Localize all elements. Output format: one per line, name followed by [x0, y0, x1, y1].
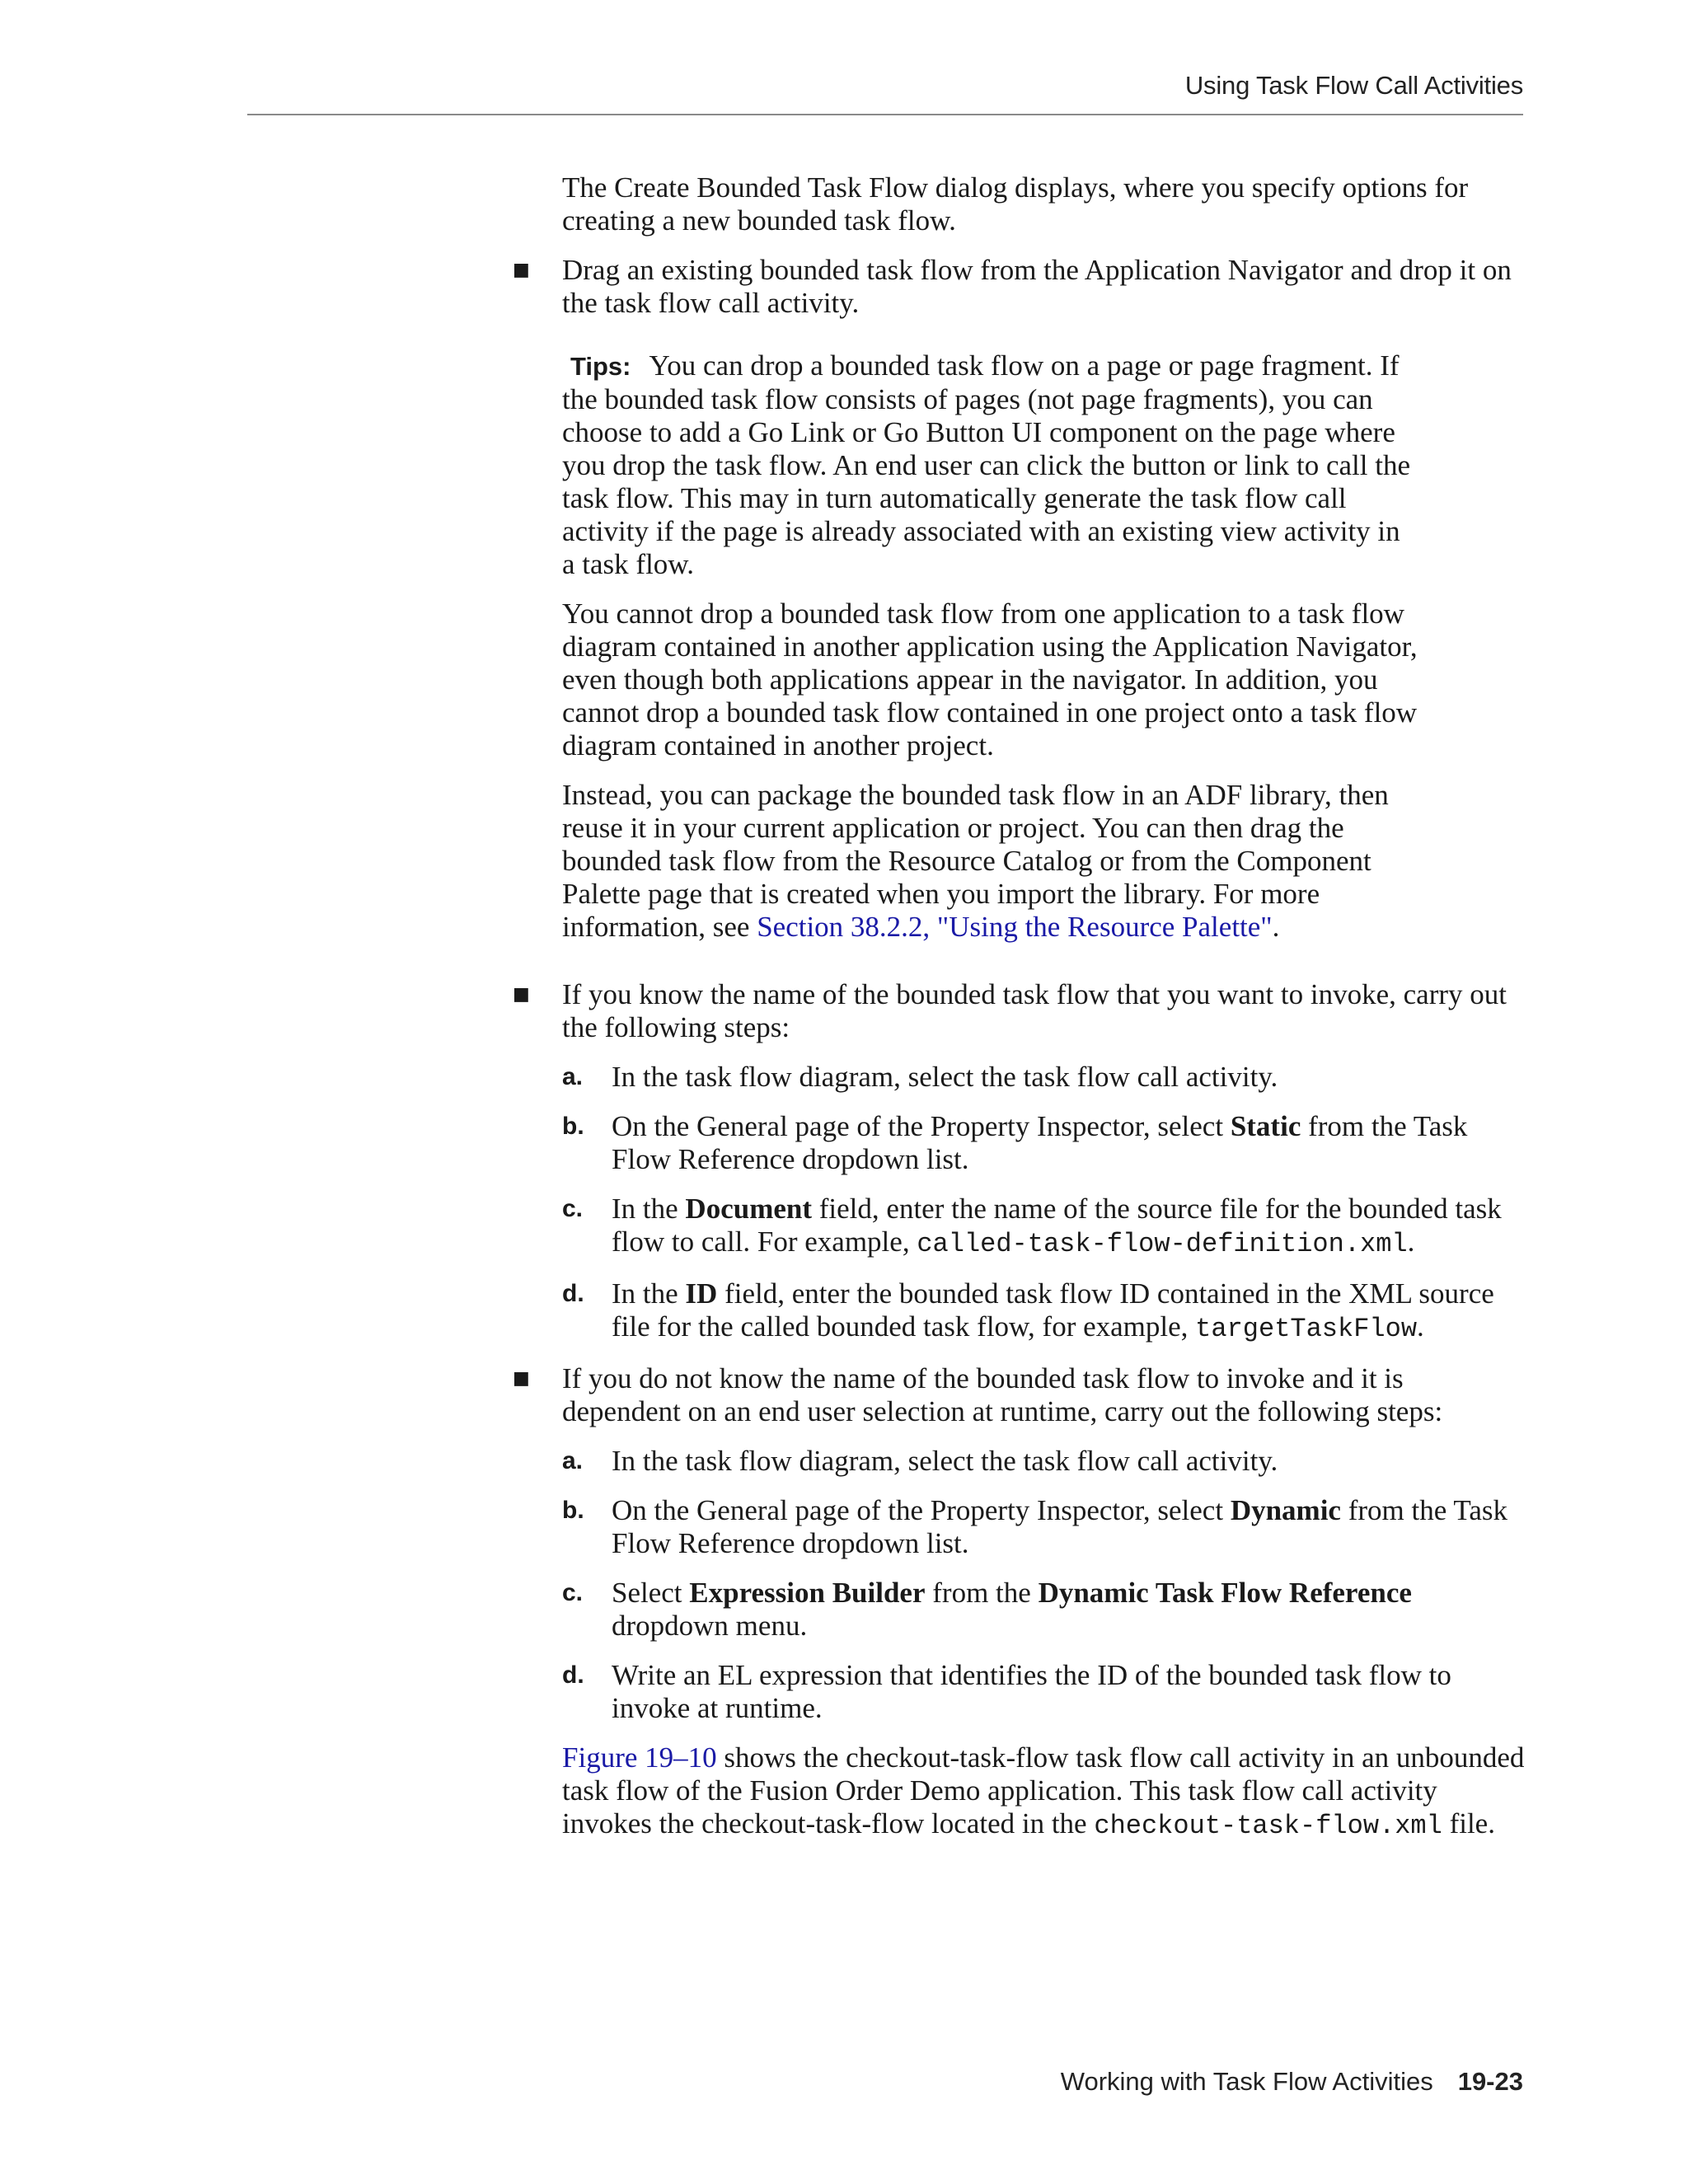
step-letter: b. — [562, 1497, 584, 1524]
step-letter: c. — [562, 1579, 584, 1606]
step-text: On the General page of the Property Inspector, select Dynamic from the Task Flow Reference dropdown list. — [612, 1494, 1507, 1559]
tips-label: Tips: — [570, 352, 631, 381]
step-letter: d. — [562, 1280, 584, 1307]
static-step-c — [562, 1193, 1526, 1261]
bullet-static-intro: If you know the name of the bounded task flow that you want to invoke, carry out the following steps: — [562, 978, 1507, 1043]
step-text: In the task flow diagram, select the task flow call activity. — [612, 1445, 1278, 1477]
dynamic-reference-label: Dynamic Task Flow Reference — [1038, 1577, 1412, 1609]
step-text: In the task flow diagram, select the task flow call activity. — [612, 1061, 1278, 1093]
figure-paragraph: Figure 19–10 shows the checkout-task-flow task flow call activity in an unbounded task flow of the Fusion Order Demo application. This task flow call activity invokes the checkout-task-flow located in the checkout-task-flow.xml file. — [562, 1741, 1525, 1841]
expression-builder-label: Expression Builder — [689, 1577, 926, 1609]
step-letter: a. — [562, 1063, 584, 1090]
bullet-marker: ■ — [513, 260, 530, 280]
tips-text-3: Instead, you can package the bounded task flow in an ADF library, then reuse it in your current application or project. You can then drag the bounded task flow from the Resource Catalog or from the Component Palette page that is created when you import the library. For more information, see — [562, 779, 1389, 943]
step-text: In the Document field, enter the name of the source file for the bounded task flow to call. For example, called-task-flow-definition.xml. — [612, 1193, 1502, 1259]
tips-text-3-end: . — [1272, 911, 1280, 943]
document-field-label: Document — [685, 1193, 813, 1225]
bullet-marker: ■ — [513, 984, 530, 1005]
bullet-drag-text: Drag an existing bounded task flow from the Application Navigator and drop it on the task flow call activity. — [562, 254, 1512, 319]
page-number: 19-23 — [1457, 2067, 1523, 2096]
page-footer — [1061, 2067, 1523, 2097]
tips-paragraph-3 — [562, 779, 1419, 944]
dynamic-step-d — [562, 1659, 1526, 1725]
code-filename: checkout-task-flow.xml — [1094, 1811, 1442, 1841]
footer-chapter: Working with Task Flow Activities — [1060, 2067, 1433, 2096]
id-field-label: ID — [685, 1277, 718, 1310]
dynamic-step-b — [562, 1494, 1526, 1560]
header-rule — [247, 114, 1523, 115]
static-step-d — [562, 1277, 1526, 1346]
step-text: Write an EL expression that identifies the ID of the bounded task flow to invoke at runtime. — [612, 1659, 1451, 1724]
running-header: Using Task Flow Call Activities — [1184, 71, 1523, 100]
dynamic-step-a — [562, 1445, 1526, 1478]
dynamic-keyword: Dynamic — [1230, 1494, 1341, 1526]
static-step-b — [562, 1110, 1526, 1176]
tips-paragraph-2: You cannot drop a bounded task flow from one application to a task flow diagram contained in another application using the Application Navigator, even though both applications appear in the navigator. In addition, you cannot drop a bounded task flow contained in one project onto a task flow diagram contained in another project. — [562, 598, 1418, 762]
bullet-dynamic-intro: If you do not know the name of the bounded task flow to invoke and it is dependent on an end user selection at runtime, carry out the following steps: — [562, 1362, 1443, 1427]
step-text: On the General page of the Property Inspector, select Static from the Task Flow Reference dropdown list. — [612, 1110, 1468, 1175]
tips-text-1: You can drop a bounded task flow on a page or page fragment. If the bounded task flow consists of pages (not page fragments), you can choose to add a Go Link or Go Button UI component on the page where you drop the task flow. An end user can click the button or link to call the task flow. This may in turn automatically generate the task flow call activity if the page is already associated with an existing view activity in a task flow. — [562, 349, 1411, 580]
step-letter: c. — [562, 1195, 584, 1222]
step-text: In the ID field, enter the bounded task flow ID contained in the XML source file for the called bounded task flow, for example, targetTaskFlow. — [612, 1277, 1494, 1344]
static-keyword: Static — [1230, 1110, 1301, 1142]
bullet-drag-item — [513, 254, 1526, 320]
bullet-static-item — [513, 978, 1526, 1346]
code-identifier: targetTaskFlow — [1195, 1314, 1418, 1344]
intro-paragraph: The Create Bounded Task Flow dialog displays, where you specify options for creating a new bounded task flow. — [562, 171, 1469, 237]
step-letter: d. — [562, 1661, 584, 1689]
resource-palette-link[interactable]: Section 38.2.2, "Using the Resource Palette" — [757, 911, 1273, 943]
dynamic-step-c — [562, 1577, 1526, 1643]
page-content — [513, 171, 1526, 1843]
code-filename: called-task-flow-definition.xml — [917, 1229, 1408, 1259]
bullet-marker: ■ — [513, 1368, 530, 1389]
figure-link[interactable]: Figure 19–10 — [562, 1741, 717, 1774]
step-letter: b. — [562, 1113, 584, 1140]
tips-paragraph-1 — [562, 349, 1419, 581]
step-text: Select Expression Builder from the Dynamic Task Flow Reference dropdown menu. — [612, 1577, 1412, 1642]
tips-note — [562, 349, 1419, 944]
bullet-dynamic-item — [513, 1362, 1526, 1725]
step-letter: a. — [562, 1447, 584, 1474]
static-step-a — [562, 1061, 1526, 1094]
